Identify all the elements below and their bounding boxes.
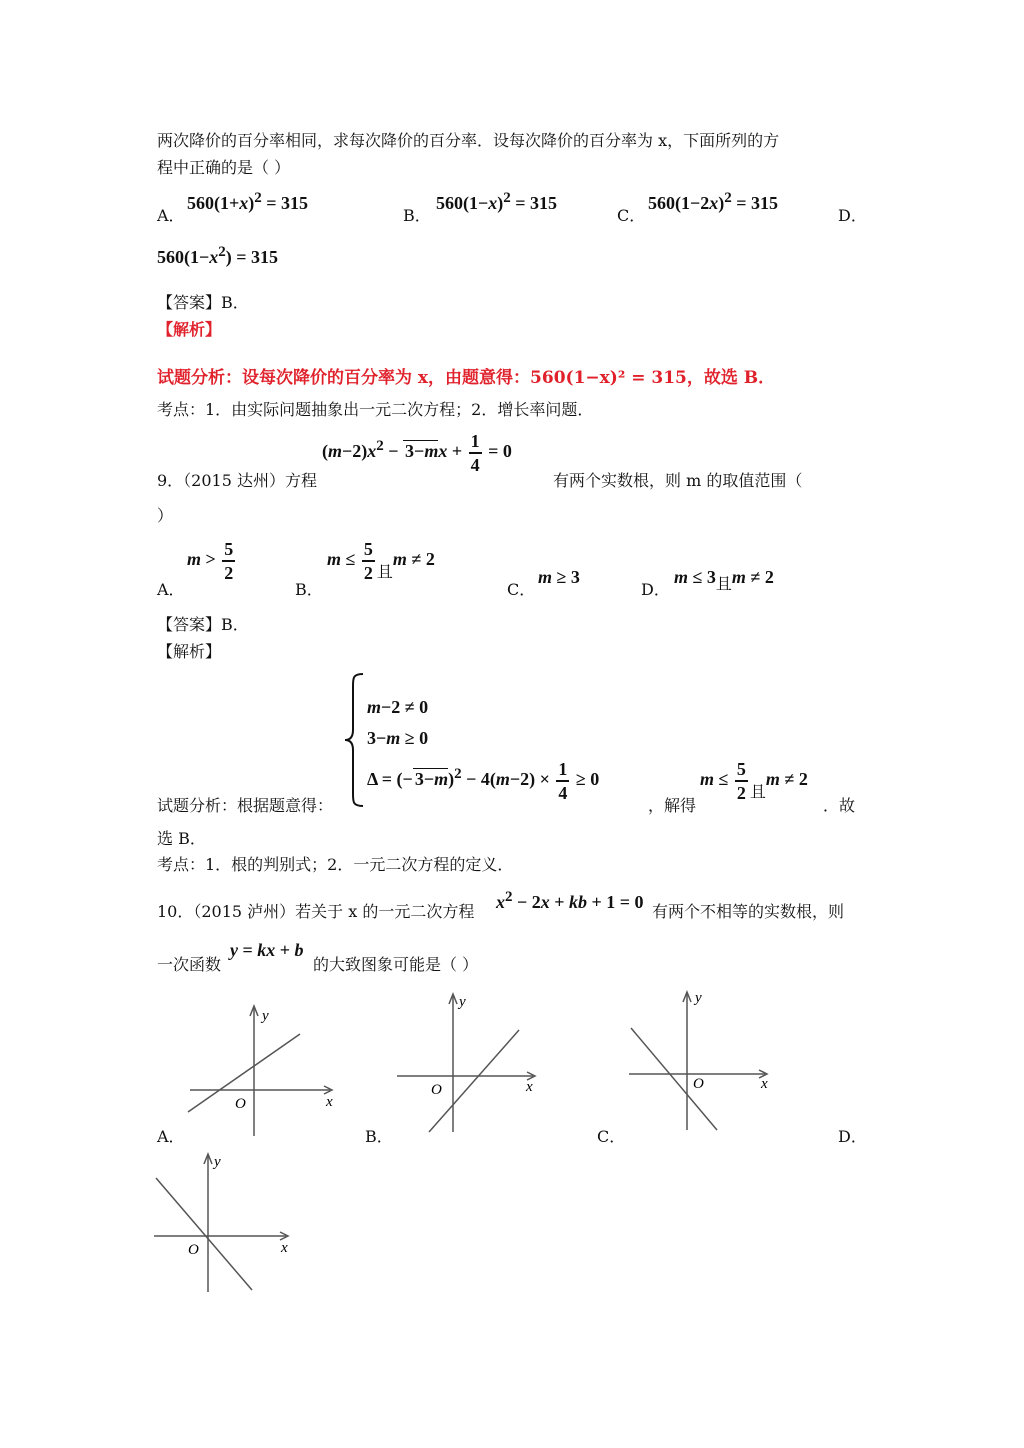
q10-option-b-label: B． — [365, 1127, 393, 1146]
q8-option-a-label: A． — [157, 206, 185, 225]
system-line-3: Δ = (− 3−m)$^2$ − 4(m−2) × $\frac{1}{4}$ ≥ 0 — [367, 759, 600, 803]
q9-option-c: m ≥ 3 — [538, 567, 580, 587]
graph-a — [180, 1000, 350, 1140]
origin-label: O — [188, 1242, 199, 1258]
system-brace — [343, 672, 367, 808]
q8-answer: 【答案】B． — [157, 293, 249, 312]
q9-answer: 【答案】B． — [157, 615, 249, 634]
q9-option-d: m ≤ 3且m ≠ 2 — [674, 567, 774, 593]
y-label: y — [695, 990, 702, 1006]
origin-label: O — [431, 1082, 442, 1098]
q9-conclusion-line2: 选 B． — [157, 829, 206, 848]
q9-option-b: m ≤ $\frac{5}{2}$ 且m ≠ 2 — [327, 539, 435, 583]
q9-kaodian: 考点：1．根的判别式；2．一元二次方程的定义． — [157, 855, 514, 874]
q10-option-c-label: C． — [597, 1127, 626, 1146]
q9-equation: $(m-2)x^2 - 3-mx$ + $\frac{1}{4}$ = 0 — [322, 431, 512, 475]
q8-analysis-text: 试题分析：设每次降价的百分率为 x，由题意得：560(1−x)² = 315，故选 B． — [157, 368, 776, 388]
q9-option-a-label: A． — [157, 580, 185, 599]
q9-analysis-heading: 【解析】 — [157, 642, 222, 661]
q8-analysis-heading: 【解析】 — [157, 320, 222, 339]
x-label: x — [326, 1094, 333, 1110]
q9-conclusion-end: ．故 — [823, 796, 856, 815]
q9-stem-line2: ） — [157, 506, 174, 525]
q10-stem-suffix: 有两个不相等的实数根，则 — [652, 902, 845, 921]
q9-stem-prefix: 9．（2015 达州）方程 — [157, 471, 317, 490]
q10-stem-prefix: 10．（2015 泸州）若关于 x 的一元二次方程 — [157, 902, 475, 921]
q9-stem-suffix: 有两个实数根，则 m 的取值范围（ — [553, 471, 803, 490]
q8-stem-line2: 程中正确的是（ ） — [157, 158, 291, 177]
q8-kaodian: 考点：1．由实际问题抽象出一元二次方程；2．增长率问题． — [157, 400, 594, 419]
x-label: x — [281, 1240, 288, 1256]
q9-result: m ≤ $\frac{5}{2}$ 且m ≠ 2 — [700, 759, 808, 803]
q9-solve-word: ，解得 — [648, 796, 697, 815]
q9-option-b-label: B． — [295, 580, 323, 599]
q8-stem-line1: 两次降价的百分率相同，求每次降价的百分率．设每次降价的百分率为 x，下面所列的方 — [157, 131, 780, 150]
origin-label: O — [693, 1076, 704, 1092]
q10-function: y = kx + b — [230, 940, 304, 960]
q9-option-d-label: D． — [641, 580, 670, 599]
y-label: y — [459, 994, 466, 1010]
system-line-1: m−2 ≠ 0 — [367, 697, 429, 717]
y-label: y — [262, 1008, 269, 1024]
q9-option-a: m > $\frac{5}{2}$ — [187, 539, 234, 583]
function-line — [429, 1030, 519, 1132]
q9-option-c-label: C． — [507, 580, 536, 599]
x-label: x — [526, 1079, 533, 1095]
q8-option-a: $560(1+x)^2 = 315$ — [187, 190, 309, 213]
q10-option-d-label: D． — [838, 1127, 867, 1146]
q8-option-c-label: C． — [617, 206, 646, 225]
q8-option-d-label: D． — [838, 206, 867, 225]
q8-option-d: $560(1-x^2) = 315$ — [157, 244, 279, 267]
q8-option-c: $560(1-2x)^2 = 315$ — [648, 190, 779, 213]
graph-d — [150, 1150, 310, 1295]
x-label: x — [761, 1076, 768, 1092]
origin-label: O — [235, 1096, 246, 1112]
q10-equation: $x^2 - 2x$ + kb + 1 = 0 — [496, 889, 644, 912]
function-line — [156, 1178, 252, 1290]
graph-c — [625, 988, 785, 1133]
function-line — [631, 1028, 717, 1130]
system-line-2: 3−m ≥ 0 — [367, 728, 429, 748]
q10-line2-prefix: 一次函数 — [157, 955, 222, 974]
q8-option-b-label: B． — [403, 206, 431, 225]
q9-analysis-prefix: 试题分析：根据题意得： — [157, 796, 334, 815]
q10-option-a-label: A． — [157, 1127, 185, 1146]
y-label: y — [214, 1154, 221, 1170]
q10-line2-suffix: 的大致图象可能是（ ） — [313, 955, 479, 974]
q8-option-b: $560(1-x)^2 = 315$ — [436, 190, 558, 213]
graph-b — [395, 990, 555, 1135]
